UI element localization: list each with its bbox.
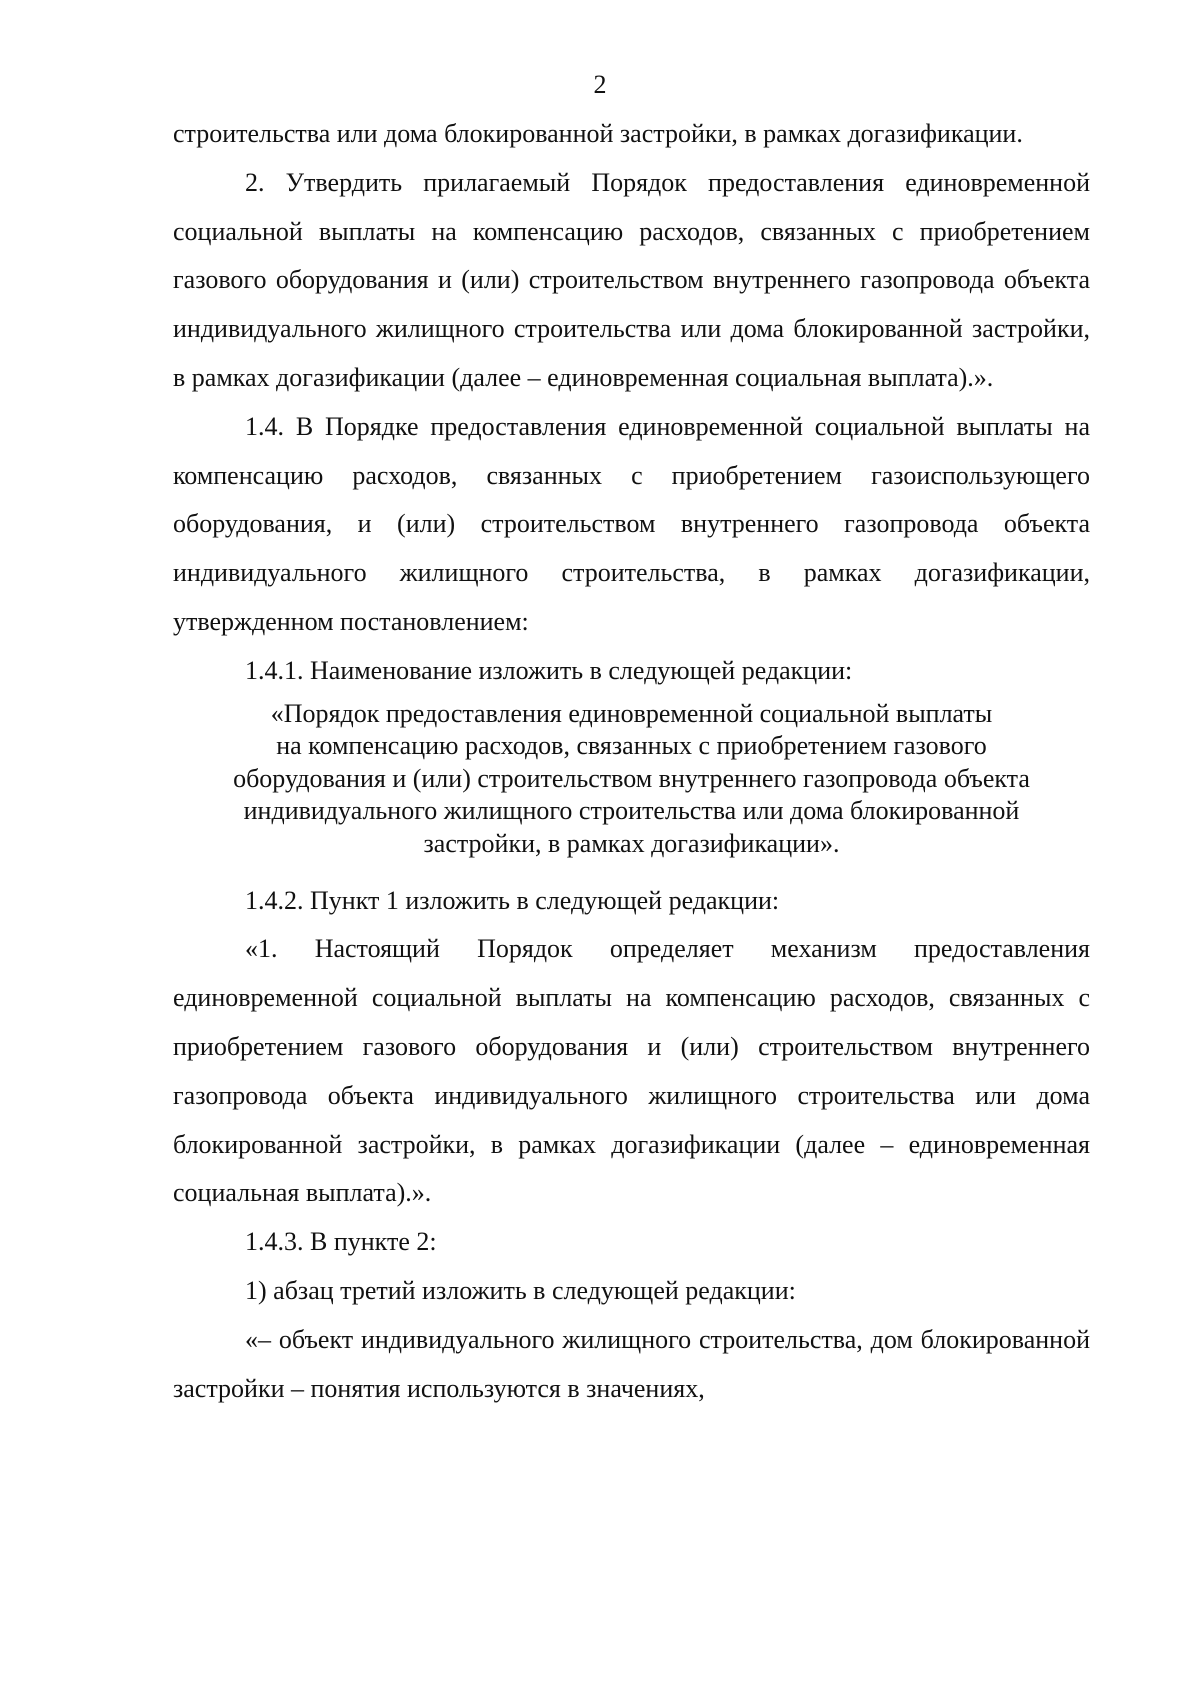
title-line: на компенсацию расходов, связанных с приобретением газового bbox=[276, 731, 987, 761]
title-line: «Порядок предоставления единовременной социальной выплаты bbox=[270, 698, 993, 728]
paragraph-item-1-4-2: 1.4.2. Пункт 1 изложить в следующей редакции: bbox=[245, 885, 780, 915]
paragraph-item-2: 2. Утвердить прилагаемый Порядок предоставления единовременной социальной выплаты на компенсацию расходов, связанных с приобретением газового оборудования и (или) строительством внутреннего газопровода объекта индивидуального жилищного строительства или дома блокированной застройки, в рамках догазификации (далее – единовременная социальная выплата).». bbox=[173, 167, 1090, 392]
centered-title-quote bbox=[173, 698, 1090, 861]
title-line: индивидуального жилищного строительства или дома блокированной bbox=[243, 796, 1020, 826]
paragraph-quoted-definition: «– объект индивидуального жилищного строительства, дом блокированной застройки – понятия используются в значениях, bbox=[173, 1324, 1090, 1403]
paragraph-subitem-1: 1) абзац третий изложить в следующей редакции: bbox=[245, 1275, 796, 1305]
title-line: застройки, в рамках догазификации». bbox=[423, 828, 840, 858]
title-line: оборудования и (или) строительством внутреннего газопровода объекта bbox=[233, 763, 1030, 793]
paragraph-item-1-4-3: 1.4.3. В пункте 2: bbox=[245, 1227, 437, 1257]
paragraph-item-1-4-1: 1.4.1. Наименование изложить в следующей редакции: bbox=[245, 655, 853, 685]
paragraph-quoted-point-1: «1. Настоящий Порядок определяет механизм предоставления единовременной социальной выплаты на компенсацию расходов, связанных с приобретением газового оборудования и (или) строительством внутреннего газопровода объекта индивидуального жилищного строительства или дома блокированной застройки, в рамках догазификации (далее – единовременная социальная выплата).». bbox=[173, 934, 1090, 1208]
document-body bbox=[173, 110, 1090, 1413]
page-number: 2 bbox=[593, 70, 607, 99]
paragraph-item-1-4: 1.4. В Порядке предоставления единовременной социальной выплаты на компенсацию расходов, связанных с приобретением газоиспользующего оборудования, и (или) строительством внутреннего газопровода объекта индивидуального жилищного строительства, в рамках догазификации, утвержденном постановлением: bbox=[173, 411, 1090, 636]
paragraph-continuation: строительства или дома блокированной застройки, в рамках догазификации. bbox=[173, 119, 1023, 148]
